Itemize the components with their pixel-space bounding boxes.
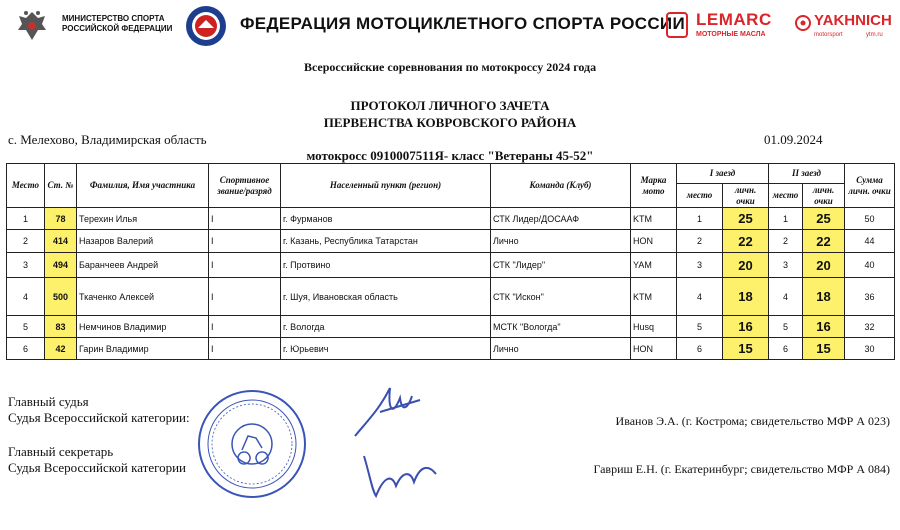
header-moto: Марка мото bbox=[631, 164, 677, 208]
row-race2-place: 6 bbox=[769, 338, 803, 360]
row-place: 2 bbox=[7, 230, 45, 253]
header-race2: II заезд bbox=[769, 164, 845, 184]
row-race1-place: 5 bbox=[677, 316, 723, 338]
date: 01.09.2024 bbox=[764, 132, 823, 147]
row-race1-points: 25 bbox=[723, 208, 769, 230]
row-city: г. Шуя, Ивановская область bbox=[281, 278, 491, 316]
judge-name: Иванов Э.А. (г. Кострома; свидетельство МФР А 023) bbox=[615, 414, 890, 428]
row-total: 32 bbox=[845, 316, 895, 338]
row-team: Лично bbox=[491, 338, 631, 360]
row-race2-points: 18 bbox=[803, 278, 845, 316]
row-city: г. Протвино bbox=[281, 253, 491, 278]
header-race1-points: личн. очки bbox=[723, 184, 769, 208]
row-total: 36 bbox=[845, 278, 895, 316]
secretary-category: Судья Всероссийской категории bbox=[8, 460, 187, 475]
table-row bbox=[7, 208, 895, 230]
row-race2-points: 20 bbox=[803, 253, 845, 278]
row-total: 50 bbox=[845, 208, 895, 230]
location: с. Мелехово, Владимирская область bbox=[8, 132, 207, 147]
row-moto: YAM bbox=[631, 253, 677, 278]
table-row bbox=[7, 316, 895, 338]
row-rank: I bbox=[209, 316, 281, 338]
row-total: 30 bbox=[845, 338, 895, 360]
header-place: Место bbox=[7, 164, 45, 208]
row-start-no: 42 bbox=[45, 338, 77, 360]
row-race1-points: 22 bbox=[723, 230, 769, 253]
russian-emblem-icon bbox=[12, 6, 52, 46]
official-stamp bbox=[196, 388, 308, 500]
table-row bbox=[7, 253, 895, 278]
row-place: 3 bbox=[7, 253, 45, 278]
row-moto: Husq bbox=[631, 316, 677, 338]
row-rank: I bbox=[209, 278, 281, 316]
ministry-label bbox=[62, 14, 172, 34]
row-name: Назаров Валерий bbox=[77, 230, 209, 253]
header-race1-place: место bbox=[677, 184, 723, 208]
row-race1-place: 1 bbox=[677, 208, 723, 230]
row-place: 4 bbox=[7, 278, 45, 316]
ministry-line1: МИНИСТЕРСТВО СПОРТА bbox=[62, 14, 165, 23]
row-team: СТК "Искон" bbox=[491, 278, 631, 316]
row-race2-points: 25 bbox=[803, 208, 845, 230]
row-rank: I bbox=[209, 208, 281, 230]
table-row bbox=[7, 338, 895, 360]
row-place: 1 bbox=[7, 208, 45, 230]
row-race1-place: 2 bbox=[677, 230, 723, 253]
mfr-logo-icon bbox=[184, 4, 228, 48]
row-rank: I bbox=[209, 230, 281, 253]
federation-title: ФЕДЕРАЦИЯ МОТОЦИКЛЕТНОГО СПОРТА РОССИИ bbox=[240, 14, 685, 33]
row-start-no: 78 bbox=[45, 208, 77, 230]
judge-category: Судья Всероссийской категории: bbox=[8, 410, 190, 425]
protocol-subtitle: ПЕРВЕНСТВА КОВРОВСКОГО РАЙОНА bbox=[323, 115, 577, 130]
lemarc-sub: МОТОРНЫЕ МАСЛА bbox=[696, 31, 766, 38]
row-race2-place: 2 bbox=[769, 230, 803, 253]
row-city: г. Фурманов bbox=[281, 208, 491, 230]
row-rank: I bbox=[209, 338, 281, 360]
page-header bbox=[0, 0, 900, 50]
row-race1-place: 4 bbox=[677, 278, 723, 316]
row-team: СТК Лидер/ДОСААФ bbox=[491, 208, 631, 230]
secretary-title: Главный секретарь bbox=[8, 444, 114, 459]
row-moto: KTM bbox=[631, 278, 677, 316]
sponsor-yakhnich bbox=[794, 10, 894, 44]
row-start-no: 494 bbox=[45, 253, 77, 278]
row-place: 5 bbox=[7, 316, 45, 338]
header-race2-place: место bbox=[769, 184, 803, 208]
row-team: Лично bbox=[491, 230, 631, 253]
row-rank: I bbox=[209, 253, 281, 278]
handwritten-signature bbox=[356, 446, 446, 500]
protocol-title: ПРОТОКОЛ ЛИЧНОГО ЗАЧЕТА bbox=[350, 98, 550, 113]
table-row bbox=[7, 278, 895, 316]
row-race1-place: 3 bbox=[677, 253, 723, 278]
row-race2-points: 22 bbox=[803, 230, 845, 253]
secretary-name: Гавриш Е.Н. (г. Екатеринбург; свидетельство МФР А 084) bbox=[593, 462, 890, 476]
header-name: Фамилия, Имя участника bbox=[77, 164, 209, 208]
header-team: Команда (Клуб) bbox=[491, 164, 631, 208]
row-start-no: 414 bbox=[45, 230, 77, 253]
row-race2-place: 4 bbox=[769, 278, 803, 316]
sponsor-lemarc bbox=[666, 10, 784, 44]
header-city: Населенный пункт (регион) bbox=[281, 164, 491, 208]
table-row bbox=[7, 230, 895, 253]
row-team: МСТК "Вологда" bbox=[491, 316, 631, 338]
yakhnich-logo-icon bbox=[794, 14, 812, 32]
judge-title: Главный судья bbox=[8, 394, 89, 409]
ministry-line2: РОССИЙСКОЙ ФЕДЕРАЦИИ bbox=[62, 24, 173, 33]
yakhnich-url: ytm.ru bbox=[866, 32, 883, 38]
row-name: Ткаченко Алексей bbox=[77, 278, 209, 316]
row-name: Терехин Илья bbox=[77, 208, 209, 230]
row-city: г. Юрьевич bbox=[281, 338, 491, 360]
row-start-no: 83 bbox=[45, 316, 77, 338]
header-rank: Спортивное звание/разряд bbox=[209, 164, 281, 208]
row-start-no: 500 bbox=[45, 278, 77, 316]
row-name: Немчинов Владимир bbox=[77, 316, 209, 338]
row-city: г. Вологда bbox=[281, 316, 491, 338]
class-line: мотокросс 0910007511Я- класс "Ветераны 45-52" bbox=[306, 148, 594, 163]
yakhnich-sub: motorsport bbox=[814, 32, 843, 38]
row-moto: HON bbox=[631, 338, 677, 360]
row-name: Баранчеев Андрей bbox=[77, 253, 209, 278]
row-name: Гарин Владимир bbox=[77, 338, 209, 360]
row-moto: KTM bbox=[631, 208, 677, 230]
row-total: 44 bbox=[845, 230, 895, 253]
row-race2-place: 5 bbox=[769, 316, 803, 338]
row-total: 40 bbox=[845, 253, 895, 278]
row-moto: HON bbox=[631, 230, 677, 253]
header-race2-points: личн. очки bbox=[803, 184, 845, 208]
row-race2-points: 16 bbox=[803, 316, 845, 338]
row-city: г. Казань, Республика Татарстан bbox=[281, 230, 491, 253]
row-race1-points: 20 bbox=[723, 253, 769, 278]
handwritten-signature bbox=[350, 378, 440, 442]
lemarc-logo-icon bbox=[666, 12, 688, 38]
row-race2-place: 3 bbox=[769, 253, 803, 278]
header-race1: I заезд bbox=[677, 164, 769, 184]
row-place: 6 bbox=[7, 338, 45, 360]
yakhnich-name: YAKHNICH bbox=[814, 12, 892, 29]
row-race1-place: 6 bbox=[677, 338, 723, 360]
row-race1-points: 15 bbox=[723, 338, 769, 360]
results-table bbox=[6, 163, 895, 360]
row-race2-place: 1 bbox=[769, 208, 803, 230]
row-race2-points: 15 bbox=[803, 338, 845, 360]
header-total: Сумма личн. очки bbox=[845, 164, 895, 208]
row-race1-points: 18 bbox=[723, 278, 769, 316]
event-title: Всероссийские соревнования по мотокроссу 2024 года bbox=[303, 60, 597, 74]
row-race1-points: 16 bbox=[723, 316, 769, 338]
row-team: СТК "Лидер" bbox=[491, 253, 631, 278]
header-start-no: Ст. № bbox=[45, 164, 77, 208]
lemarc-name: LEMARC bbox=[696, 10, 772, 29]
